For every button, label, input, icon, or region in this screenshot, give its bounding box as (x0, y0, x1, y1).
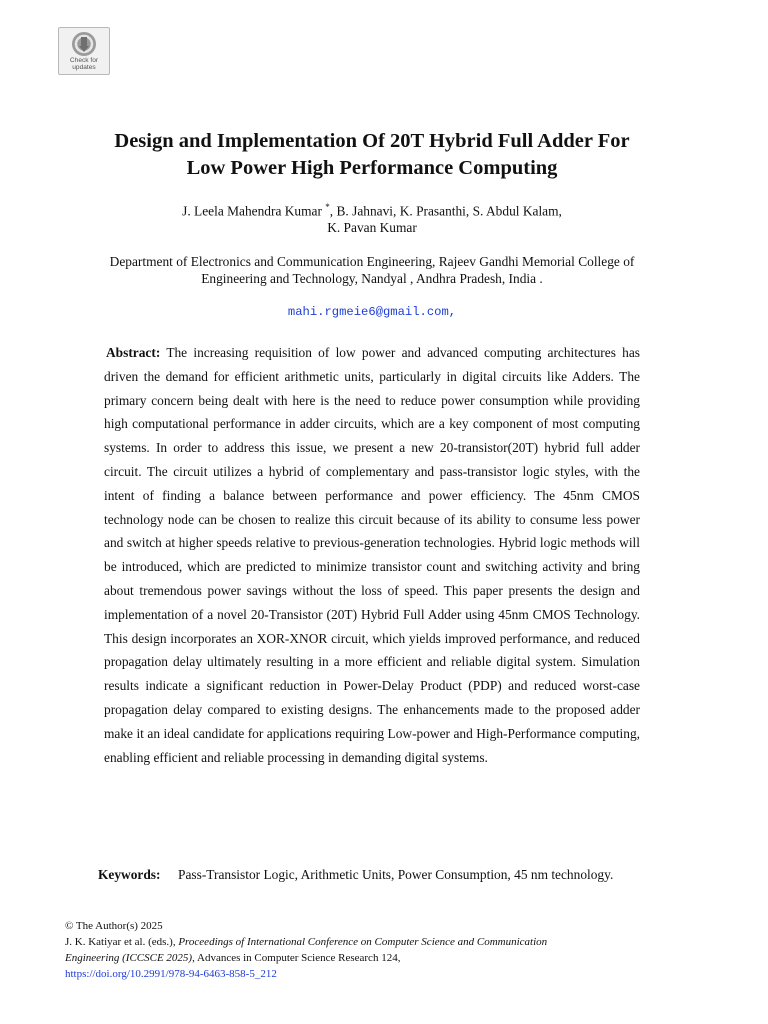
affiliation (60, 253, 684, 287)
citation-proceedings-1: Proceedings of International Conference on Computer Science and Communication (178, 936, 548, 948)
paper-title (40, 128, 704, 182)
keywords-text: Pass-Transistor Logic, Arithmetic Units, Power Consumption, 45 nm technology. (178, 867, 614, 882)
citation-editors: J. K. Katiyar et al. (eds.), (65, 936, 179, 948)
authors-line2: K. Pavan Kumar (327, 220, 417, 236)
citation-proceedings-2: Engineering (ICCSCE 2025) (65, 952, 193, 964)
citation-line2 (65, 950, 705, 966)
corresponding-author-marker: * (325, 202, 330, 212)
abstract (104, 341, 640, 769)
doi-link[interactable]: https://doi.org/10.2991/978-94-6463-858-5_212 (65, 968, 277, 980)
keywords-label: Keywords: (98, 867, 161, 882)
check-for-updates-label: Check for updates (69, 57, 99, 71)
check-for-updates-badge[interactable] (58, 27, 110, 75)
author-list (40, 199, 704, 236)
publication-footer (65, 918, 705, 982)
affiliation-line2: Engineering and Technology, Nandyal , Andhra Pradesh, India . (201, 271, 543, 286)
abstract-label: Abstract: (106, 345, 161, 360)
paper-title-line2: Low Power High Performance Computing (186, 157, 558, 179)
affiliation-line1: Department of Electronics and Communication Engineering, Rajeev Gandhi Memorial College of (109, 254, 635, 269)
citation-line1 (65, 934, 705, 950)
author-email[interactable]: mahi.rgmeie6@gmail.com, (287, 305, 457, 319)
abstract-text: The increasing requisition of low power and advanced computing architectures has driven the demand for efficient arithmetic units, particularly in digital circuits like Adders. The primary concern being dealt with here is the need to reduce power consumption while providing high computational performance in adder circuits, which are a key component of most computing systems. In order to address this issue, we present a new 20-transistor(20T) hybrid full adder circuit. The circuit utilizes a hybrid of complementary and pass-transistor logic styles, with the intent of finding a balance between performance and power efficiency. The 45nm CMOS technology node can be chosen to realize this circuit because of its ability to consume less power and switch at higher speeds relative to previous-generation technologies. Hybrid logic methods will be introduced, which are predicted to minimize transistor count and switching activity and bring about tremendous power savings without the loss of speed. This paper presents the design and implementation of a novel 20-Transistor (20T) Hybrid Full Adder using 45nm CMOS Technology. This design incorporates an XOR-XNOR circuit, which yields improved performance, and reduced propagation delay ultimately resulting in a more efficient and reliable digital system. Simulation results indicate a significant reduction in Power-Delay Product (PDP) and reduced worst-case propagation delay compared to existing designs. The enhancements made to the proposed adder make it an ideal candidate for applications requiring Low-power and High-Performance computing, enabling efficient and reliable processing in demanding digital systems. (104, 345, 641, 765)
check-for-updates-icon (70, 31, 98, 57)
authors-line1-pre: J. Leela Mahendra Kumar (182, 203, 326, 219)
paper-title-line1: Design and Implementation Of 20T Hybrid Full Adder For (114, 130, 630, 152)
authors-line1-post: , B. Jahnavi, K. Prasanthi, S. Abdul Kalam, (329, 203, 562, 219)
copyright-notice: © The Author(s) 2025 (65, 920, 163, 932)
citation-series: , Advances in Computer Science Research 124, (192, 952, 401, 964)
